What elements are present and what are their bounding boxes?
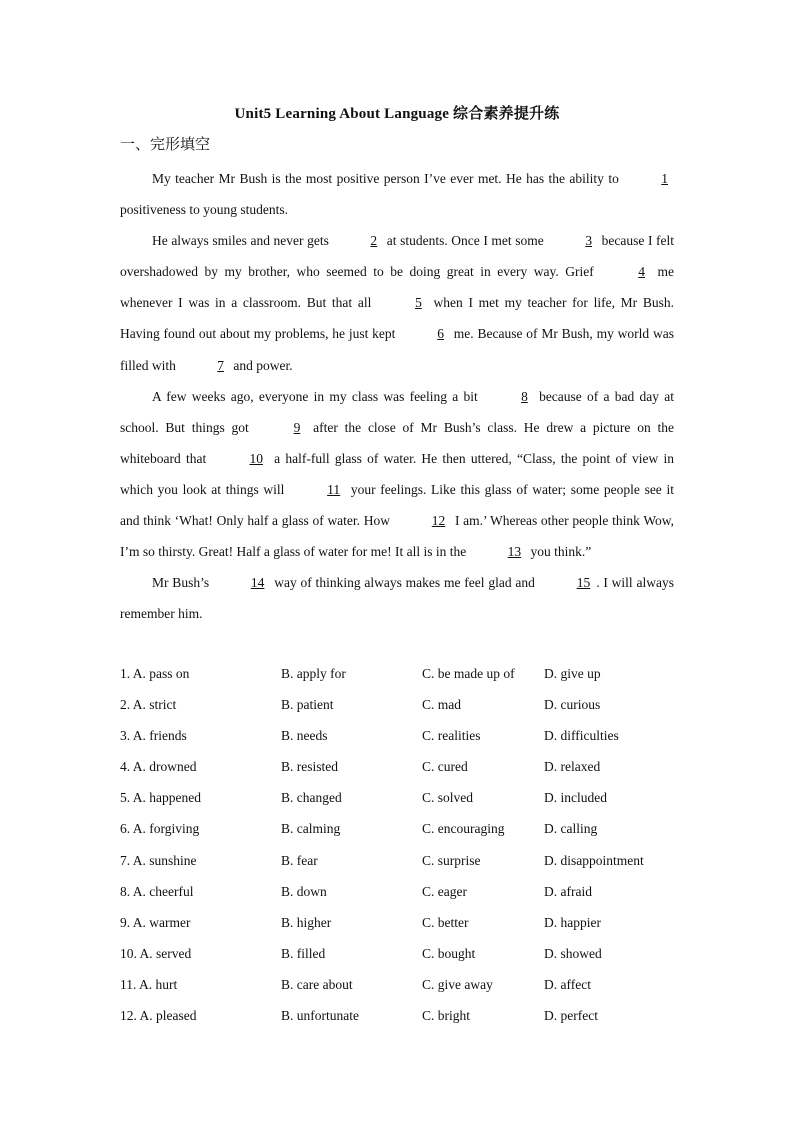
option-b: B. changed [281,790,342,806]
option-d: D. calling [544,821,598,837]
paragraph-1 [120,163,674,225]
option-c: C. bright [422,1008,471,1024]
option-a: 6. A. forgiving [120,821,200,837]
option-c: C. cured [422,759,468,775]
option-a: 3. A. friends [120,728,187,744]
option-b: B. calming [281,821,341,837]
option-d: D. curious [544,697,601,713]
option-row [120,876,680,907]
option-b: B. patient [281,697,334,713]
blank-8: 8 [521,388,528,404]
option-d: D. disappointment [544,852,644,868]
passage-text: and power. [230,357,293,373]
passage-text: way of thinking always makes me feel glad and [270,575,539,591]
passage-text: at students. Once I met some [383,233,548,249]
cloze-passage [120,163,674,629]
option-a: 12. A. pleased [120,1008,197,1024]
option-a: 5. A. happened [120,790,201,806]
option-a: 11. A. hurt [120,976,178,992]
passage-text: Mr Bush’s [152,575,213,591]
option-d: D. included [544,790,607,806]
option-c: C. eager [422,883,467,899]
passage-text: a half-full glass of water. He then uttered, “Class, the point of view in which you look at things will [120,450,674,497]
option-b: B. apply for [281,666,346,681]
blank-15: 15 [576,575,591,591]
option-a: 7. A. sunshine [120,852,197,868]
passage-text: after the close of Mr Bush’s class. He drew a picture on the whiteboard that [120,419,674,466]
option-c: C. bought [422,945,476,961]
option-a: 8. A. cheerful [120,883,194,899]
option-d: D. perfect [544,1008,598,1024]
blank-3: 3 [585,233,593,249]
passage-text: me whenever I was in a classroom. But that all [120,264,674,311]
option-row [120,938,680,969]
option-row [120,751,680,782]
passage-text: your feelings. Like this glass of water; some people see it and think ‘What! Only half a glass of water. How [120,481,674,529]
passage-text: me. Because of Mr Bush, my world was filled with [120,326,674,373]
passage-text: because I felt overshadowed by my brother, who seemed to be doing great in every way. Grief [120,233,674,280]
option-row [120,907,680,938]
blank-7: 7 [217,357,224,373]
option-a: 4. A. drowned [120,759,197,775]
blank-4: 4 [638,264,645,280]
option-c: C. surprise [422,852,481,868]
option-c: C. encouraging [422,821,505,837]
option-row [120,813,680,844]
option-d: D. give up [544,666,601,681]
option-d: D. happier [544,914,601,930]
option-row [120,969,680,1000]
passage-text: A few weeks ago, everyone in my class was feeling a bit [152,388,484,404]
passage-text: because of a bad day at school. But things got [120,388,675,435]
option-c: C. be made up of [422,666,515,681]
option-d: D. relaxed [544,759,601,775]
option-row [120,782,680,813]
paragraph-4 [120,567,674,629]
option-b: B. care about [281,976,353,992]
blank-9: 9 [293,419,301,435]
option-c: C. realities [422,728,481,744]
blank-2: 2 [370,233,378,249]
option-d: D. affect [544,976,591,992]
blank-5: 5 [415,295,422,311]
paragraph-2 [120,225,674,380]
option-a: 2. A. strict [120,697,177,713]
blank-6: 6 [437,326,444,342]
option-a: 1. A. pass on [120,666,190,681]
passage-text: when I met my teacher for life, Mr Bush. Having found out about my problems, he just kept [120,295,674,342]
option-b: B. resisted [281,759,338,775]
option-d: D. showed [544,945,602,961]
blank-13: 13 [507,544,522,560]
option-b: B. filled [281,945,326,961]
option-b: B. higher [281,914,332,930]
option-row [120,658,680,689]
page-title: Unit5 Learning About Language 综合素养提升练 [234,106,560,122]
option-b: B. fear [281,852,318,868]
option-d: D. difficulties [544,728,619,744]
blank-1: 1 [661,171,668,186]
passage-text: . I will always remember him. [120,575,674,622]
option-a: 9. A. warmer [120,914,191,930]
passage-text: My teacher Mr Bush is the most positive person I’ve ever met. He has the ability to [152,171,624,186]
option-row [120,845,680,876]
passage-text: I am.’ Whereas other people think Wow, I’m so thirsty. Great! Half a glass of water for me! It all is in the [120,513,674,560]
paragraph-3 [120,381,674,568]
section-heading: 一、完形填空 [120,135,211,153]
passage-text: He always smiles and never gets [152,233,333,249]
blank-10: 10 [249,450,263,466]
option-d: D. afraid [544,883,592,899]
option-c: C. give away [422,976,493,992]
option-row [120,720,680,751]
option-c: C. better [422,914,469,930]
option-b: B. down [281,883,327,899]
option-row [120,689,680,720]
option-a: 10. A. served [120,945,192,961]
option-row [120,1000,680,1031]
option-b: B. unfortunate [281,1008,359,1024]
option-b: B. needs [281,728,328,744]
passage-text: you think.” [527,544,592,560]
option-c: C. mad [422,697,461,713]
answer-options [120,658,680,1031]
option-c: C. solved [422,790,474,806]
blank-14: 14 [250,575,265,591]
blank-12: 12 [431,513,446,529]
passage-text: positiveness to young students. [120,202,288,218]
blank-11: 11 [327,481,341,497]
